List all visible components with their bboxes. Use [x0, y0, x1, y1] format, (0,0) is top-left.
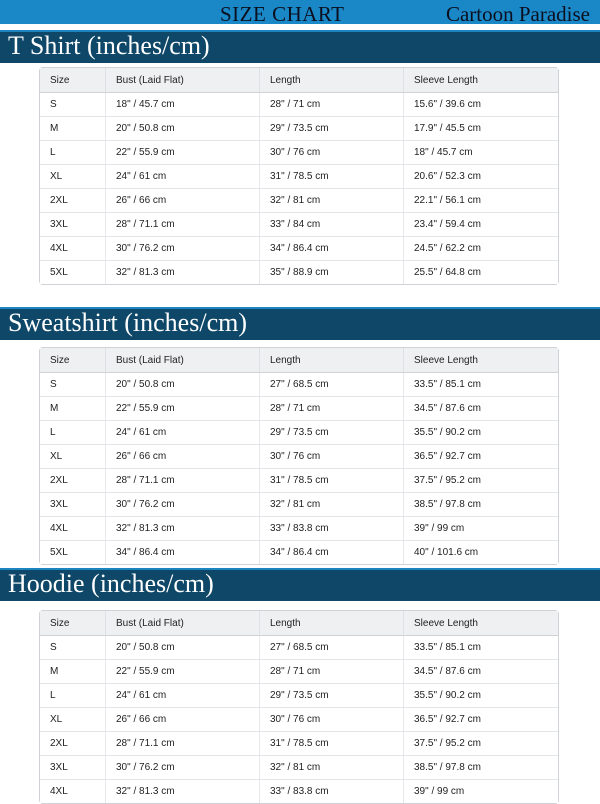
table-cell: 5XL — [40, 541, 105, 564]
table-cell: 30" / 76 cm — [259, 708, 403, 732]
table-cell: 22.1" / 56.1 cm — [403, 189, 558, 213]
table-cell: 24" / 61 cm — [105, 684, 259, 708]
table-cell: M — [40, 660, 105, 684]
table-cell: 34" / 86.4 cm — [259, 541, 403, 564]
table-cell: 33" / 84 cm — [259, 213, 403, 237]
table-cell: 40" / 101.6 cm — [403, 541, 558, 564]
size-table-hoodie — [39, 610, 559, 804]
table-cell: 39" / 99 cm — [403, 780, 558, 803]
table-cell: 34.5" / 87.6 cm — [403, 660, 558, 684]
table-cell: S — [40, 636, 105, 660]
chart-title: SIZE CHART — [220, 2, 345, 26]
table-cell: 20" / 50.8 cm — [105, 373, 259, 397]
column-header: Sleeve Length — [403, 68, 558, 93]
section-title: T Shirt (inches/cm) — [8, 31, 210, 60]
column-header: Size — [40, 611, 105, 636]
table-cell: 5XL — [40, 261, 105, 284]
table-cell: 34" / 86.4 cm — [259, 237, 403, 261]
brand-name: Cartoon Paradise — [445, 2, 590, 26]
table-header-row — [40, 348, 558, 373]
table-cell: 31" / 78.5 cm — [259, 469, 403, 493]
table-cell: 22" / 55.9 cm — [105, 141, 259, 165]
table-cell: XL — [40, 708, 105, 732]
table-cell: 23.4" / 59.4 cm — [403, 213, 558, 237]
table-cell: 32" / 81 cm — [259, 493, 403, 517]
table-cell: 20" / 50.8 cm — [105, 636, 259, 660]
table-row — [40, 421, 558, 445]
table-cell: 38.5" / 97.8 cm — [403, 756, 558, 780]
column-header: Length — [259, 68, 403, 93]
table-cell: 18" / 45.7 cm — [403, 141, 558, 165]
table-cell: 33" / 83.8 cm — [259, 517, 403, 541]
table-cell: 28" / 71 cm — [259, 660, 403, 684]
top-header-bar — [0, 0, 600, 24]
table-cell: 30" / 76 cm — [259, 141, 403, 165]
table-cell: 3XL — [40, 493, 105, 517]
table-row — [40, 165, 558, 189]
table-cell: 3XL — [40, 756, 105, 780]
table-cell: 30" / 76.2 cm — [105, 237, 259, 261]
table-cell: 28" / 71.1 cm — [105, 469, 259, 493]
column-header: Size — [40, 68, 105, 93]
table-cell: 31" / 78.5 cm — [259, 732, 403, 756]
table-cell: 29" / 73.5 cm — [259, 421, 403, 445]
section-band-hoodie — [0, 568, 600, 601]
table-cell: 33.5" / 85.1 cm — [403, 373, 558, 397]
table-cell: L — [40, 684, 105, 708]
table-cell: 24.5" / 62.2 cm — [403, 237, 558, 261]
table-cell: 35.5" / 90.2 cm — [403, 684, 558, 708]
table-row — [40, 541, 558, 564]
table-cell: 35.5" / 90.2 cm — [403, 421, 558, 445]
table-cell: 4XL — [40, 780, 105, 803]
table-cell: 32" / 81.3 cm — [105, 780, 259, 803]
table-row — [40, 684, 558, 708]
table-cell: 38.5" / 97.8 cm — [403, 493, 558, 517]
table-cell: 18" / 45.7 cm — [105, 93, 259, 117]
section-band-tshirt — [0, 30, 600, 63]
table-row — [40, 93, 558, 117]
column-header: Length — [259, 611, 403, 636]
table-cell: 29" / 73.5 cm — [259, 684, 403, 708]
table-cell: 26" / 66 cm — [105, 445, 259, 469]
table-row — [40, 141, 558, 165]
table-cell: 32" / 81 cm — [259, 189, 403, 213]
table-row — [40, 732, 558, 756]
table-cell: XL — [40, 445, 105, 469]
table-row — [40, 189, 558, 213]
table-cell: 2XL — [40, 189, 105, 213]
table-cell: 35" / 88.9 cm — [259, 261, 403, 284]
column-header: Sleeve Length — [403, 611, 558, 636]
table-cell: L — [40, 141, 105, 165]
table-cell: 17.9" / 45.5 cm — [403, 117, 558, 141]
table-cell: M — [40, 397, 105, 421]
table-row — [40, 708, 558, 732]
table-row — [40, 756, 558, 780]
column-header: Bust (Laid Flat) — [105, 611, 259, 636]
table-cell: 28" / 71 cm — [259, 93, 403, 117]
column-header: Bust (Laid Flat) — [105, 348, 259, 373]
table-cell: M — [40, 117, 105, 141]
section-title: Sweatshirt (inches/cm) — [8, 308, 247, 337]
table-cell: 37.5" / 95.2 cm — [403, 732, 558, 756]
table-cell: 34" / 86.4 cm — [105, 541, 259, 564]
table-cell: 32" / 81.3 cm — [105, 261, 259, 284]
table-cell: 24" / 61 cm — [105, 421, 259, 445]
table-cell: 20" / 50.8 cm — [105, 117, 259, 141]
table-row — [40, 237, 558, 261]
table-cell: 32" / 81 cm — [259, 756, 403, 780]
table-cell: 37.5" / 95.2 cm — [403, 469, 558, 493]
table-cell: S — [40, 93, 105, 117]
column-header: Length — [259, 348, 403, 373]
table-cell: 39" / 99 cm — [403, 517, 558, 541]
table-cell: 25.5" / 64.8 cm — [403, 261, 558, 284]
table-row — [40, 397, 558, 421]
table-cell: 30" / 76.2 cm — [105, 493, 259, 517]
section-title: Hoodie (inches/cm) — [8, 569, 214, 598]
table-cell: 27" / 68.5 cm — [259, 373, 403, 397]
table-cell: 29" / 73.5 cm — [259, 117, 403, 141]
table-cell: 34.5" / 87.6 cm — [403, 397, 558, 421]
table-cell: 15.6" / 39.6 cm — [403, 93, 558, 117]
table-cell: 36.5" / 92.7 cm — [403, 445, 558, 469]
table-row — [40, 373, 558, 397]
table-cell: 20.6" / 52.3 cm — [403, 165, 558, 189]
table-header-row — [40, 68, 558, 93]
table-row — [40, 445, 558, 469]
column-header: Sleeve Length — [403, 348, 558, 373]
table-cell: XL — [40, 165, 105, 189]
table-cell: 31" / 78.5 cm — [259, 165, 403, 189]
table-cell: 2XL — [40, 469, 105, 493]
section-band-sweatshirt — [0, 307, 600, 340]
table-cell: 32" / 81.3 cm — [105, 517, 259, 541]
table-cell: S — [40, 373, 105, 397]
table-cell: 4XL — [40, 517, 105, 541]
table-cell: 26" / 66 cm — [105, 708, 259, 732]
table-row — [40, 117, 558, 141]
size-table-sweatshirt — [39, 347, 559, 565]
table-cell: 26" / 66 cm — [105, 189, 259, 213]
table-cell: 28" / 71.1 cm — [105, 213, 259, 237]
table-row — [40, 517, 558, 541]
table-cell: 30" / 76.2 cm — [105, 756, 259, 780]
table-cell: 3XL — [40, 213, 105, 237]
table-cell: 28" / 71.1 cm — [105, 732, 259, 756]
table-header-row — [40, 611, 558, 636]
table-cell: 27" / 68.5 cm — [259, 636, 403, 660]
column-header: Size — [40, 348, 105, 373]
table-cell: 24" / 61 cm — [105, 165, 259, 189]
table-cell: 33" / 83.8 cm — [259, 780, 403, 803]
table-cell: 2XL — [40, 732, 105, 756]
table-cell: 33.5" / 85.1 cm — [403, 636, 558, 660]
table-cell: 30" / 76 cm — [259, 445, 403, 469]
table-cell: L — [40, 421, 105, 445]
table-row — [40, 660, 558, 684]
table-row — [40, 261, 558, 284]
table-row — [40, 636, 558, 660]
size-table-tshirt — [39, 67, 559, 285]
table-cell: 4XL — [40, 237, 105, 261]
column-header: Bust (Laid Flat) — [105, 68, 259, 93]
table-cell: 22" / 55.9 cm — [105, 397, 259, 421]
table-cell: 36.5" / 92.7 cm — [403, 708, 558, 732]
table-row — [40, 469, 558, 493]
table-row — [40, 213, 558, 237]
table-cell: 28" / 71 cm — [259, 397, 403, 421]
table-cell: 22" / 55.9 cm — [105, 660, 259, 684]
table-row — [40, 493, 558, 517]
